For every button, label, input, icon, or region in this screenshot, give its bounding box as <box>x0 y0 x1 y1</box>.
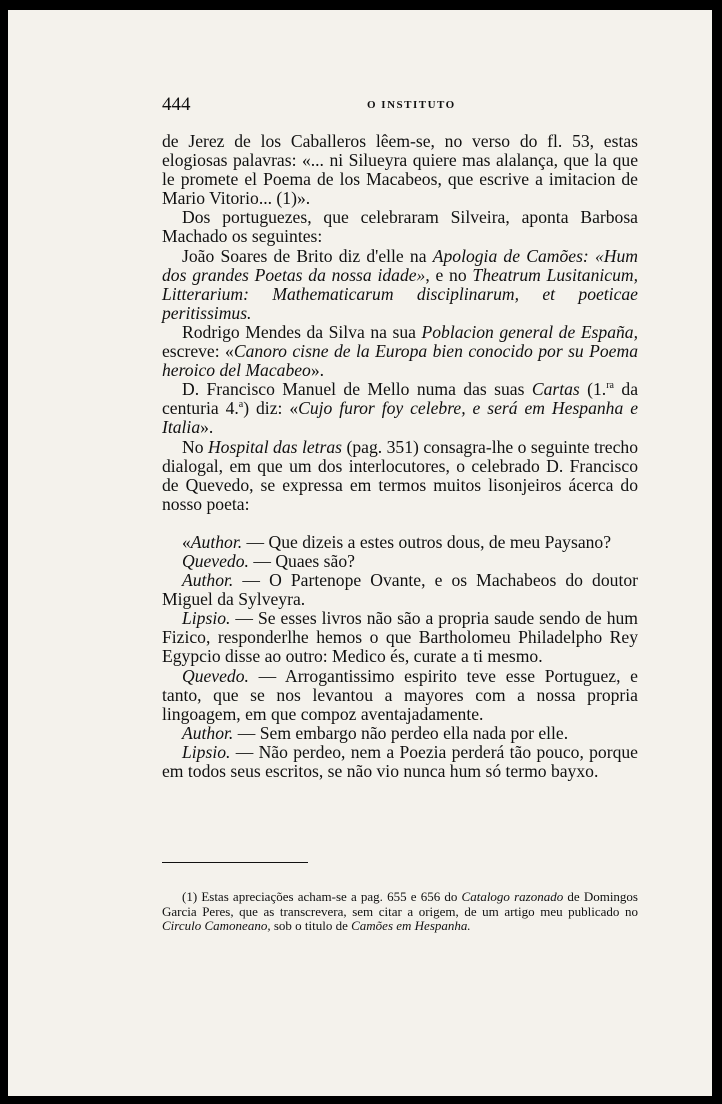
book-page <box>8 10 712 1096</box>
paragraph: João Soares de Brito diz d'elle na Apologia de Camões: «Hum dos grandes Poetas da nossa idade», e no Theatrum Lusitanicum, Litterarium: Mathematicarum disciplinarum, et poeticae peritissimus. <box>162 245 638 323</box>
page-header <box>162 94 638 124</box>
dialogue-line: Author. — Sem embargo não perdeo ella nada por elle. <box>182 722 569 743</box>
dialogue-line: Lipsio. — Se esses livros não são a propria saude sendo de hum Fizico, responderlhe hemos o que Bartholomeu Philadelpho Rey Egypcio disse ao outro: Medico és, curate a ti mesmo. <box>162 608 638 667</box>
speaker: Quevedo. <box>182 665 249 686</box>
speaker: Lipsio. <box>182 741 231 762</box>
speaker: Author. <box>182 570 234 591</box>
page-number: 444 <box>162 94 191 115</box>
paragraph: Dos portuguezes, que celebraram Silveira, aponta Barbosa Machado os seguintes: <box>162 207 638 247</box>
paragraph: Rodrigo Mendes da Silva na sua Poblacion general de España, escreve: «Canoro cisne de la Europa bien conocido por su Poema heroico del Macabeo». <box>162 321 638 381</box>
speaker: Lipsio. <box>182 608 231 629</box>
footnote-rule <box>162 862 308 863</box>
running-head: O INSTITUTO <box>367 99 456 111</box>
paragraph: No Hospital das letras (pag. 351) consagra-lhe o seguinte trecho dialogal, em que um dos interlocutores, o celebrado D. Francisco de Quevedo, se expressa em termos muitos lisonjeiros ácerca do nosso poeta: <box>162 436 638 514</box>
speaker: Quevedo. <box>182 550 249 571</box>
dialogue-line: Author. — O Partenope Ovante, e os Machabeos do doutor Miguel da Sylveyra. <box>162 570 638 610</box>
speaker: Author. <box>182 722 234 743</box>
dialogue-line: Lipsio. — Não perdeo, nem a Poezia perderá tão pouco, porque em todos seus escritos, se não vio nunca hum só termo bayxo. <box>162 741 638 781</box>
dialogue-line: Quevedo. — Arrogantissimo espirito teve esse Portuguez, e tanto, que se nos levantou a mayores com a nossa propria lingoagem, em que compoz aventajadamente. <box>162 665 638 724</box>
dialogue-line: «Author. — Que dizeis a estes outros dous, de meu Paysano? <box>182 531 612 552</box>
paragraph: D. Francisco Manuel de Mello numa das suas Cartas (1.$^{ra}$ da centuria 4.$^a$) diz: «Cujo furor foy celebre, e será em Hespanha e Italia». <box>162 379 639 438</box>
body-text <box>162 132 638 781</box>
speaker: Author. <box>190 531 243 552</box>
dialogue-line: Quevedo. — Quaes são? <box>182 550 355 571</box>
footnote: (1) Estas apreciações acham-se a pag. 655 e 656 do Catalogo razonado de Domingos Garcia Peres, que as transcrevera, sem citar a origem, de um artigo meu publicado no Circulo Camoneano, sob o titulo de Camões em Hespanha. <box>162 889 638 934</box>
paragraph: de Jerez de los Caballeros lêem-se, no verso do fl. 53, estas elogiosas palavras: «... ni Silueyra quiere mas alalança, que la que le promete el Poema de los Macabeos, que escrive a imitacion de Mario Vitorio... (1)». <box>162 131 638 209</box>
